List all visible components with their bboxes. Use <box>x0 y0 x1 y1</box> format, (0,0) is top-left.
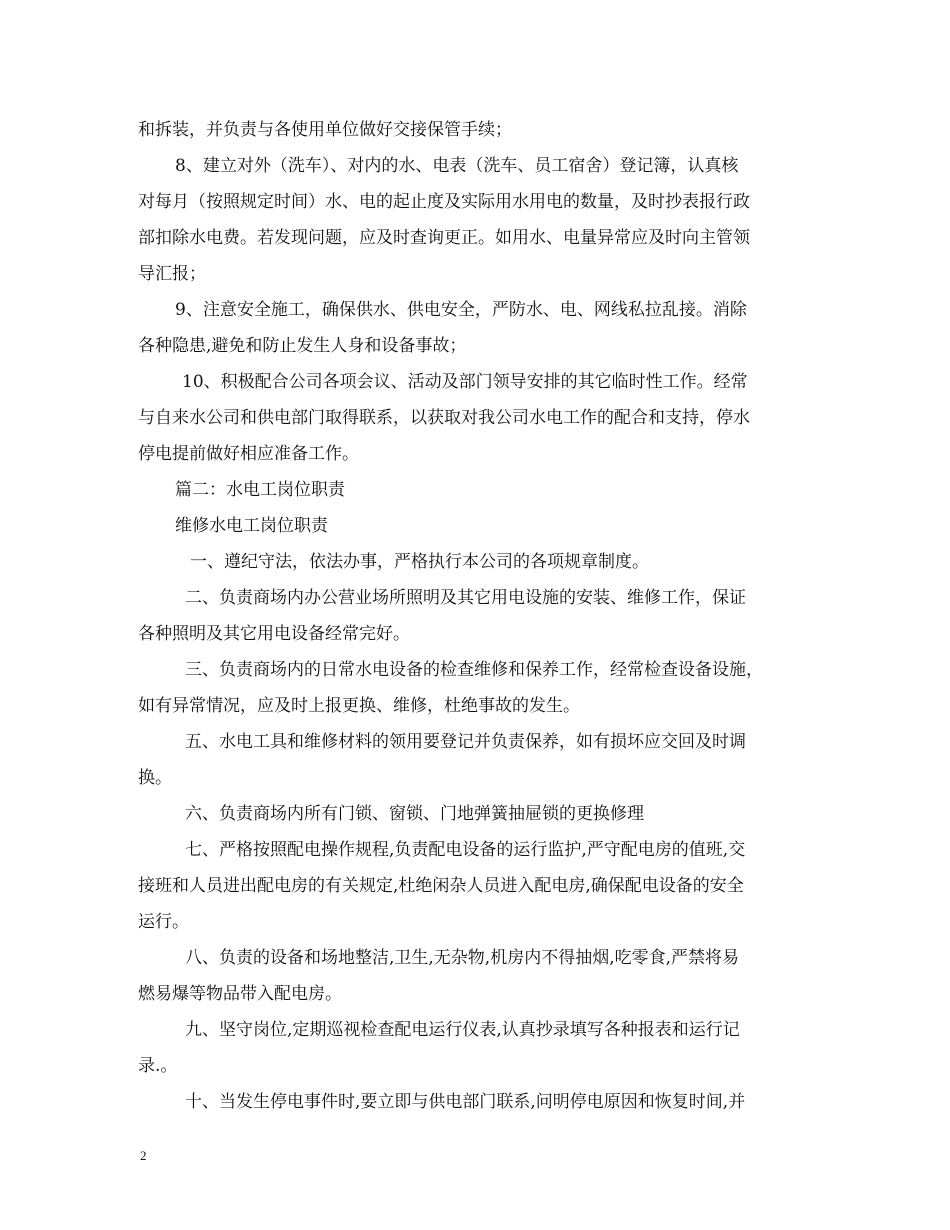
text-line: 导汇报； <box>138 264 206 284</box>
text-line: 十、当发生停电事件时,要立即与供电部门联系,问明停电原因和恢复时间,并 <box>185 1092 746 1112</box>
text-line: 换。 <box>138 768 172 788</box>
text-line: 各种隐患,避免和防止发生人身和设备事故； <box>138 336 467 356</box>
text-line: 接班和人员进出配电房的有关规定,杜绝闲杂人员进入配电房,确保配电设备的安全 <box>138 876 744 896</box>
text-line: 9、注意安全施工，确保供水、供电安全，严防水、电、网线私拉乱接。消除 <box>175 300 747 320</box>
text-line: 部扣除水电费。若发现问题，应及时查询更正。如用水、电量异常应及时向主管领 <box>138 228 750 248</box>
text-line: 九、坚守岗位,定期巡视检查配电运行仪表,认真抄录填写各种报表和运行记 <box>185 1020 740 1040</box>
text-line: 一、遵纪守法，依法办事，严格执行本公司的各项规章制度。 <box>190 552 649 572</box>
text-line: 八、负责的设备和场地整洁,卫生,无杂物,机房内不得抽烟,吃零食,严禁将易 <box>185 948 740 968</box>
text-line: 二、负责商场内办公营业场所照明及其它用电设施的安装、维修工作，保证 <box>185 588 746 608</box>
text-line: 对每月（按照规定时间）水、电的起止度及实际用水用电的数量，及时抄表报行政 <box>138 192 750 212</box>
text-line: 燃易爆等物品带入配电房。 <box>138 984 342 1004</box>
text-line: 三、负责商场内的日常水电设备的检查维修和保养工作，经常检查设备设施， <box>185 660 763 680</box>
text-line: 与自来水公司和供电部门取得联系，以获取对我公司水电工作的配合和支持，停水 <box>138 408 750 428</box>
page-number: 2 <box>140 1148 147 1163</box>
section-heading: 篇二：水电工岗位职责 <box>175 480 345 500</box>
text-line: 8、建立对外（洗车）、对内的水、电表（洗车、员工宿舍）登记簿，认真核 <box>175 156 739 176</box>
section-subheading: 维修水电工岗位职责 <box>175 516 328 536</box>
text-line: 运行。 <box>138 912 189 932</box>
text-line: 七、严格按照配电操作规程,负责配电设备的运行监护,严守配电房的值班,交 <box>185 840 746 860</box>
text-line: 各种照明及其它用电设备经常完好。 <box>138 624 410 644</box>
text-line: 和拆装，并负责与各使用单位做好交接保管手续； <box>138 120 512 140</box>
text-line: 如有异常情况，应及时上报更换、维修，杜绝事故的发生。 <box>138 696 580 716</box>
text-line: 六、负责商场内所有门锁、窗锁、门地弹簧抽屉锁的更换修理 <box>185 804 644 824</box>
text-line: 10、积极配合公司各项会议、活动及部门领导安排的其它临时性工作。经常 <box>182 372 748 392</box>
text-line: 停电提前做好相应准备工作。 <box>138 444 359 464</box>
text-line: 五、水电工具和维修材料的领用要登记并负责保养，如有损坏应交回及时调 <box>185 732 746 752</box>
text-line: 录.。 <box>138 1056 178 1076</box>
